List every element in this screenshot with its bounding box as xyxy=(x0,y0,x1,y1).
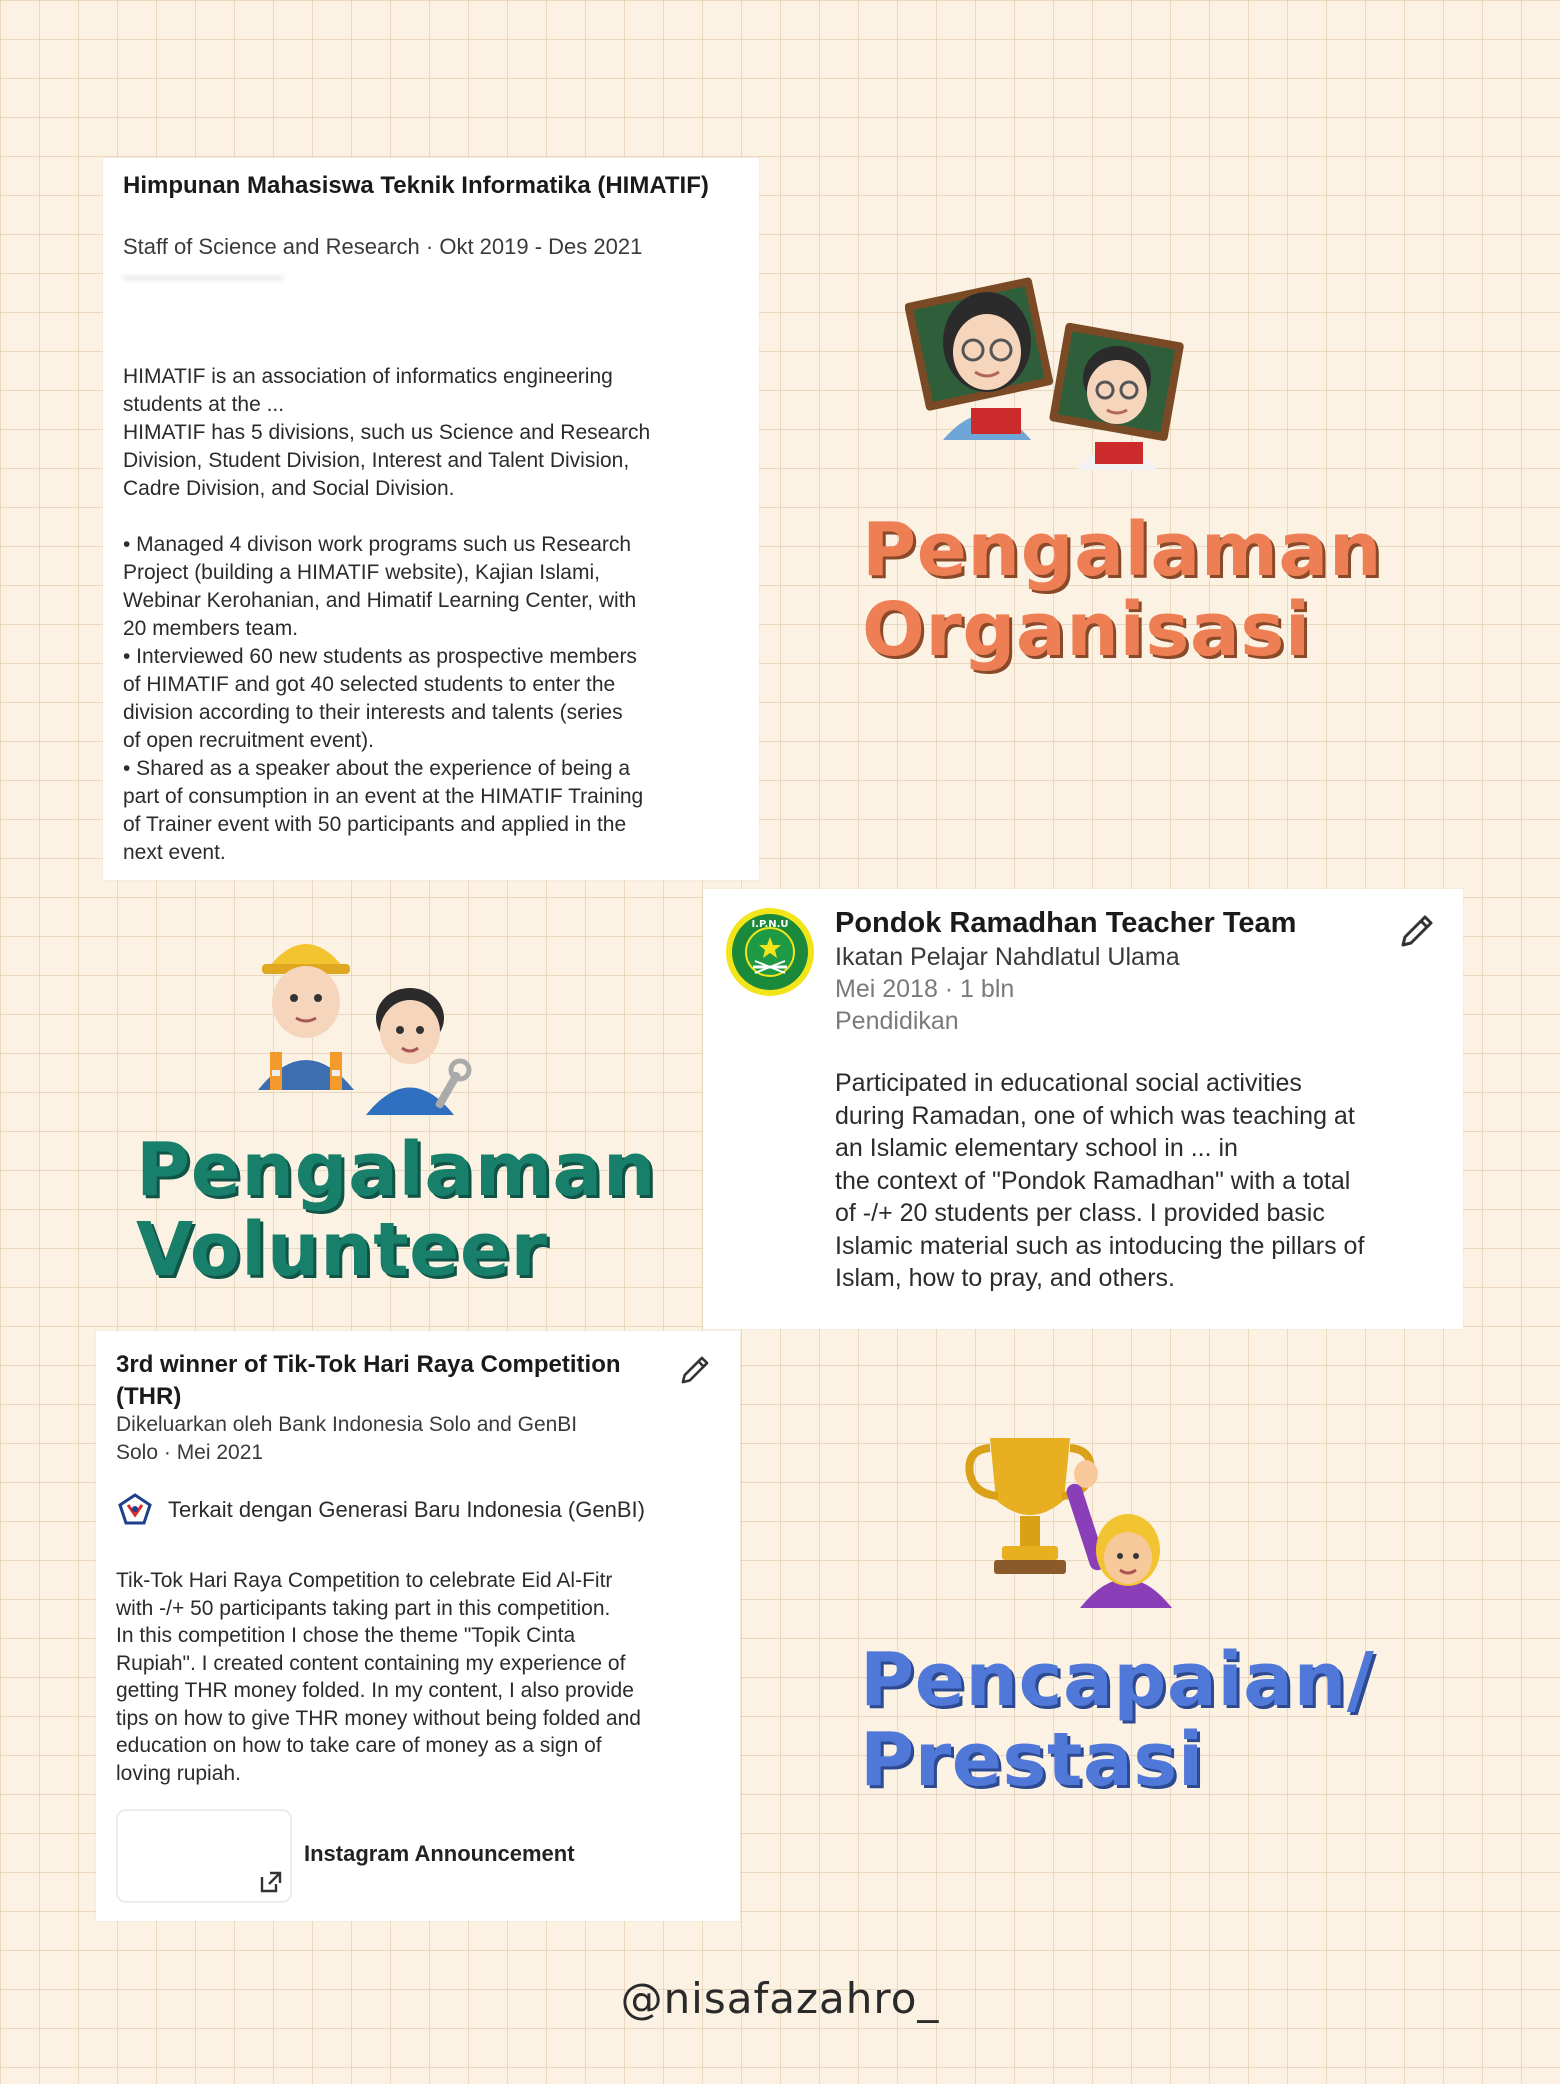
worker-mechanic-emoji-illustration xyxy=(248,920,478,1120)
teacher-emoji-illustration xyxy=(905,270,1185,470)
volunteer-organization: Ikatan Pelajar Nahdlatul Ulama xyxy=(835,943,1180,971)
trophy-raising-hand-emoji-illustration xyxy=(960,1430,1180,1620)
volunteer-category: Pendidikan xyxy=(835,1007,959,1035)
organization-heading: Pengalaman Organisasi xyxy=(862,507,1383,673)
pencil-edit-icon[interactable] xyxy=(676,1351,714,1389)
achievement-title: 3rd winner of Tik-Tok Hari Raya Competition (THR) xyxy=(116,1351,621,1410)
volunteer-description: Participated in educational social activities during Ramadan, one of which was teaching at an Islamic elementary school in ... in the context of "Pondok Ramadhan" with a total of -/+ 20 students per class. I provided basic Islamic material such as intoducing the pillars of Islam, how to pray, and others. xyxy=(835,1069,1365,1292)
svg-text:I.P.N.U: I.P.N.U xyxy=(751,919,789,930)
volunteer-heading: Pengalaman Volunteer xyxy=(136,1127,657,1293)
organization-title: Himpunan Mahasiswa Teknik Informatika (HIMATIF) xyxy=(123,172,709,199)
related-organization-link[interactable]: Terkait dengan Generasi Baru Indonesia (GenBI) xyxy=(168,1497,645,1522)
organization-experience-card xyxy=(103,158,759,880)
author-watermark: @nisafazahro_ xyxy=(620,1974,940,2023)
blurred-text xyxy=(123,276,283,280)
external-link-icon xyxy=(258,1869,284,1895)
media-link-label[interactable]: Instagram Announcement xyxy=(304,1841,575,1866)
achievement-issuer: Dikeluarkan oleh Bank Indonesia Solo and GenBI xyxy=(116,1413,578,1436)
pencil-edit-icon[interactable] xyxy=(1395,909,1439,953)
ipnu-logo-icon xyxy=(725,907,815,997)
achievement-place-date: Solo · Mei 2021 xyxy=(116,1441,264,1464)
achievement-heading: Pencapaian/ Prestasi xyxy=(860,1637,1375,1803)
volunteer-title: Pondok Ramadhan Teacher Team xyxy=(835,907,1297,939)
achievement-description: Tik-Tok Hari Raya Competition to celebrate Eid Al-Fitr with -/+ 50 participants taking part in this competition. In this competition I chose the theme "Topik Cinta Rupiah". I created content containing my experience of getting THR money folded. In my content, I also provide tips on how to give THR money without being folded and education on how to take care of money as a sign of loving rupiah. xyxy=(116,1569,641,1785)
achievement-card xyxy=(96,1331,740,1921)
media-thumbnail[interactable] xyxy=(116,1809,292,1903)
volunteer-date: Mei 2018 · 1 bln xyxy=(835,975,1015,1003)
organization-description: HIMATIF is an association of informatics engineering students at the ... HIMATIF has 5 divisions, such us Science and Research Division, Student Division, Interest and Talent Division, Cadre Division, and Social Division. • Managed 4 divison work programs such us Research Project (building a HIMATIF website), Kajian Islami, Webinar Kerohanian, and Himatif Learning Center, with 20 members team. • Interviewed 60 new students as prospective members of HIMATIF and got 40 selected students to enter the division according to their interests and talents (series of open recruitment event). • Shared as a speaker about the experience of being a part of consumption in an event at the HIMATIF Training of Trainer event with 50 participants and applied in the next event. xyxy=(123,365,651,864)
organization-role-dates: Staff of Science and Research · Okt 2019 - Des 2021 xyxy=(123,234,643,259)
genbi-logo-icon xyxy=(116,1491,154,1529)
volunteer-experience-card xyxy=(703,889,1463,1329)
